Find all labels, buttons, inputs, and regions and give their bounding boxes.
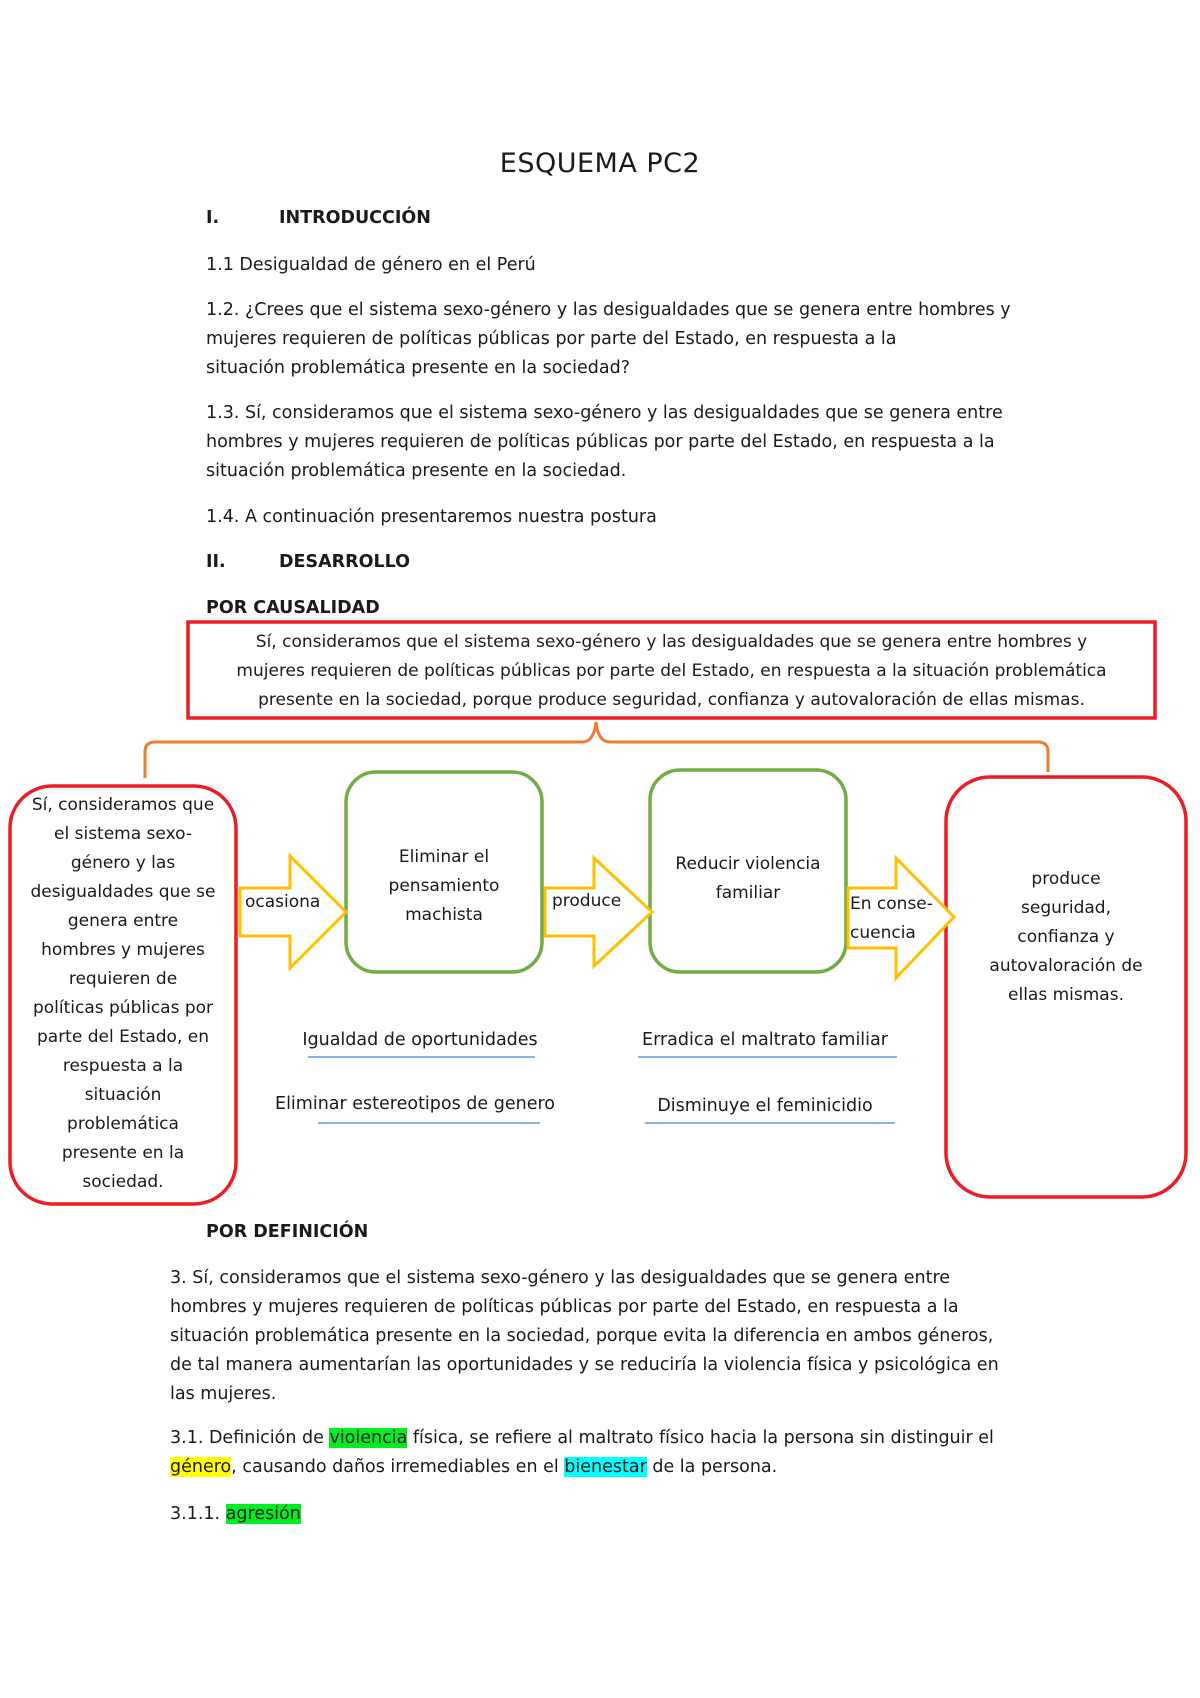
effect-box-text	[946, 865, 1186, 1010]
section-heading-introduccion: INTRODUCCIÓN	[279, 208, 431, 228]
heading-por-definicion: POR DEFINICIÓN	[206, 1222, 369, 1242]
cause-box-line-6: hombres y mujeres	[41, 940, 205, 960]
arrow-en-consecuencia	[848, 858, 954, 978]
orange-bracket-connector	[145, 722, 1048, 778]
cause-box-line-11: situación	[84, 1085, 162, 1105]
definicion-p3-line2: hombres y mujeres requieren de políticas públicas por parte del Estado, en respuesta a la	[170, 1297, 959, 1317]
intro-item-1-2-line2: mujeres requieren de políticas públicas por parte del Estado, en respuesta a la	[206, 329, 897, 349]
effect-box-line-3: confianza y	[1017, 927, 1115, 947]
intro-item-1-1: 1.1 Desigualdad de género en el Perú	[206, 255, 536, 275]
cause-box-line-13: presente en la	[61, 1143, 185, 1163]
cause-box-line-8: políticas públicas por	[32, 998, 214, 1018]
highlight-violencia: violencia	[329, 1428, 408, 1448]
p311-text: 3.1.1.	[170, 1504, 226, 1524]
top-statement-text	[188, 628, 1155, 715]
eliminar-pensamiento-line-3: machista	[405, 905, 483, 925]
section-number-i: I.	[206, 208, 220, 228]
cause-box-text	[10, 791, 236, 1197]
arrow-consecuencia-label-line1: En conse-	[850, 894, 933, 914]
cause-box-line-2: el sistema sexo-	[54, 824, 192, 844]
p31-text-b: física, se refiere al maltrato físico hacia la persona sin distinguir el	[407, 1428, 994, 1448]
highlight-genero: género	[170, 1457, 232, 1477]
arrow-ocasiona-label: ocasiona	[245, 892, 321, 912]
cause-box-line-3: género y las	[70, 853, 176, 873]
effect-box-line-4: autovaloración de	[989, 956, 1143, 976]
highlight-agresion: agresión	[225, 1504, 301, 1524]
definicion-p3-line5: las mujeres.	[170, 1384, 277, 1404]
effect-box-line-1: produce	[1031, 869, 1101, 889]
sub-igualdad-oportunidades: Igualdad de oportunidades	[302, 1030, 538, 1050]
p31-text-c: , causando daños irremediables en el	[231, 1457, 565, 1477]
arrow-produce-label: produce	[552, 891, 622, 911]
heading-por-causalidad: POR CAUSALIDAD	[206, 598, 380, 618]
effect-box-line-2: seguridad,	[1021, 898, 1111, 918]
definicion-paragraph-3-1	[170, 1424, 1022, 1482]
definicion-item-3-1-1	[170, 1500, 301, 1529]
reducir-violencia-line-1: Reducir violencia	[675, 854, 821, 874]
cause-box-line-12: problemática	[67, 1114, 179, 1134]
definicion-p31-line1	[170, 1424, 1022, 1453]
cause-box-line-1: Sí, consideramos que	[31, 795, 215, 815]
cause-box-line-14: sociedad.	[82, 1172, 164, 1192]
eliminar-pensamiento-line-1: Eliminar el	[398, 847, 490, 867]
highlight-bienestar: bienestar	[564, 1457, 647, 1477]
definicion-p3-line3: situación problemática presente en la sociedad, porque evita la diferencia en ambos géneros,	[170, 1326, 994, 1346]
definicion-p3-line1: 3. Sí, consideramos que el sistema sexo-género y las desigualdades que se genera entre	[170, 1268, 951, 1288]
intro-item-1-3-line2: hombres y mujeres requieren de políticas públicas por parte del Estado, en respuesta a la	[206, 432, 995, 452]
sub-erradica-maltrato: Erradica el maltrato familiar	[642, 1030, 888, 1050]
page-title: ESQUEMA PC2	[499, 148, 701, 179]
p31-text-d: de la persona.	[646, 1457, 778, 1477]
eliminar-pensamiento-text	[346, 843, 542, 930]
intro-item-1-2-line3: situación problemática presente en la sociedad?	[206, 358, 630, 378]
cause-box-line-7: requieren de	[68, 969, 178, 989]
cause-box-line-5: genera entre	[67, 911, 179, 931]
intro-item-1-2-line1: 1.2. ¿Crees que el sistema sexo-género y las desigualdades que se genera entre hombres y	[206, 300, 1011, 320]
definicion-p31-line2	[170, 1453, 1022, 1482]
top-statement-line1: Sí, consideramos que el sistema sexo-género y las desigualdades que se genera entre hombres y	[255, 632, 1088, 652]
eliminar-pensamiento-line-2: pensamiento	[388, 876, 500, 896]
arrow-produce	[545, 858, 652, 966]
sub-disminuye-feminicidio: Disminuye el feminicidio	[657, 1096, 873, 1116]
intro-item-1-3-line1: 1.3. Sí, consideramos que el sistema sexo-género y las desigualdades que se genera entre	[206, 403, 1003, 423]
intro-item-1-4: 1.4. A continuación presentaremos nuestra postura	[206, 507, 657, 527]
reducir-violencia-text	[650, 850, 846, 908]
effect-box-line-5: ellas mismas.	[1008, 985, 1124, 1005]
definicion-paragraph-3	[170, 1264, 1022, 1409]
cause-box-line-4: desigualdades que se	[30, 882, 216, 902]
arrow-consecuencia-label-line2: cuencia	[850, 923, 916, 943]
cause-box-line-10: respuesta a la	[62, 1056, 184, 1076]
top-statement-line3: presente en la sociedad, porque produce seguridad, confianza y autovaloración de ellas mismas.	[258, 690, 1085, 710]
reducir-violencia-line-2: familiar	[715, 883, 781, 903]
cause-box-line-9: parte del Estado, en	[36, 1027, 210, 1047]
section-heading-desarrollo: DESARROLLO	[279, 552, 411, 572]
intro-item-1-3-line3: situación problemática presente en la sociedad.	[206, 461, 627, 481]
top-statement-line2: mujeres requieren de políticas públicas por parte del Estado, en respuesta a la situación problemática	[236, 661, 1107, 681]
definicion-p3-line4: de tal manera aumentarían las oportunidades y se reduciría la violencia física y psicológica en	[170, 1355, 999, 1375]
sub-eliminar-estereotipos: Eliminar estereotipos de genero	[275, 1094, 555, 1114]
section-number-ii: II.	[206, 552, 226, 572]
p31-text-a: 3.1. Definición de	[170, 1428, 330, 1448]
